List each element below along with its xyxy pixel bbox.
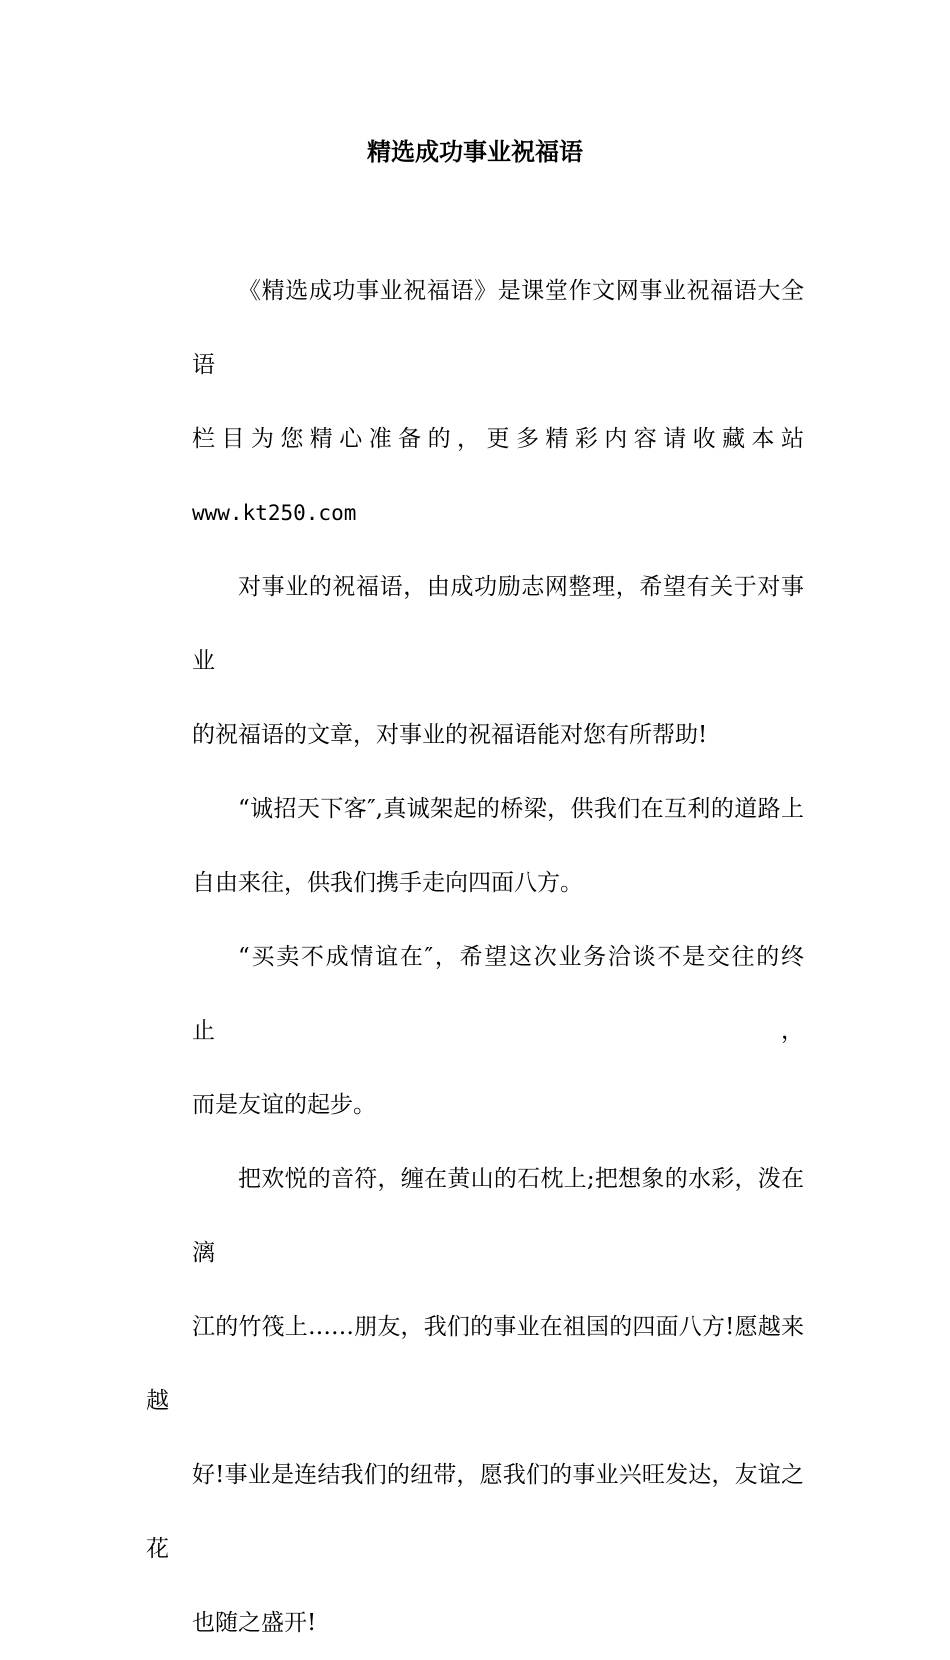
text-line: 也随之盛开! <box>192 1610 317 1636</box>
text-line: 而是友谊的起步。 <box>192 1092 376 1118</box>
paragraph <box>146 772 804 920</box>
document-title: 精选成功事业祝福语 <box>367 137 583 166</box>
paragraph <box>146 1142 804 1660</box>
text-line: 栏目为您精心准备的，更多精彩内容请收藏本站 <box>192 426 804 452</box>
text-line: 的祝福语的文章，对事业的祝福语能对您有所帮助! <box>192 722 708 748</box>
text-line: “诚招天下客″,真诚架起的桥梁，供我们在互利的道路上 <box>238 796 804 822</box>
text-line: 自由来往，供我们携手走向四面八方。 <box>192 870 583 896</box>
text-line: 《精选成功事业祝福语》是课堂作文网事业祝福语大全语 <box>192 278 804 378</box>
text-line: 对事业的祝福语，由成功励志网整理，希望有关于对事业 <box>192 574 804 674</box>
text-line: 把欢悦的音符，缠在黄山的石枕上;把想象的水彩，泼在漓 <box>192 1166 804 1266</box>
text-line: 江的竹筏上……朋友，我们的事业在祖国的四面八方!愿越来越 <box>146 1314 804 1414</box>
document-body <box>146 254 804 1660</box>
text-line: 好!事业是连结我们的纽带，愿我们的事业兴旺发达，友谊之花 <box>146 1462 804 1562</box>
paragraph <box>146 254 804 550</box>
paragraph <box>146 550 804 772</box>
paragraph <box>146 920 804 1142</box>
website-url: www.kt250.com <box>192 501 357 525</box>
text-line: “买卖不成情谊在″，希望这次业务洽谈不是交往的终止， <box>192 944 804 1044</box>
